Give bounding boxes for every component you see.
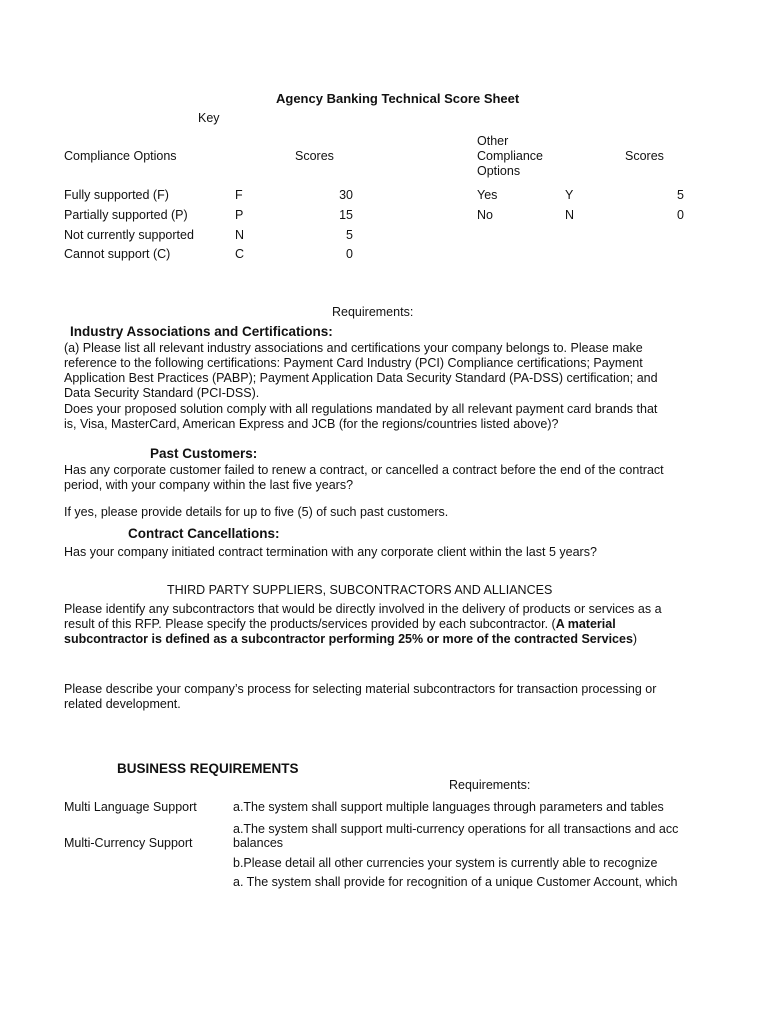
past-customers-text-line: period, with your company within the last five years?	[64, 478, 354, 492]
industry-text-line: reference to the following certifications: Payment Card Industry (PCI) Compliance certifications; Payment	[64, 356, 643, 370]
third-party-text-line	[64, 617, 616, 632]
business-row-text: a.The system shall support multiple languages through parameters and tables	[233, 800, 664, 814]
other-score: 0	[677, 208, 684, 222]
compliance-score: 5	[346, 228, 353, 242]
industry-text-line: Does your proposed solution comply with all regulations mandated by all relevant payment card brands that	[64, 402, 658, 416]
compliance-code: F	[235, 188, 243, 202]
third-party-text-part: )	[632, 632, 638, 646]
business-requirements-label: Requirements:	[449, 778, 531, 792]
compliance-option: Cannot support (C)	[64, 247, 171, 261]
other-option: Yes	[477, 188, 498, 202]
compliance-code: P	[235, 208, 244, 222]
compliance-code: C	[235, 247, 245, 261]
business-row-text: a.The system shall support multi-currency operations for all transactions and acc	[233, 822, 679, 836]
other-header-line: Other	[477, 134, 509, 148]
other-scores-header: Scores	[625, 149, 664, 163]
industry-text-line: (a) Please list all relevant industry associations and certifications your company belongs to. Please make	[64, 341, 643, 355]
compliance-options-header: Compliance Options	[64, 149, 177, 163]
industry-text-line: is, Visa, MasterCard, American Express and JCB (for the regions/countries listed above)?	[64, 417, 559, 431]
industry-text-line: Application Best Practices (PABP); Payment Application Data Security Standard (PA-DSS) certification; and	[64, 371, 658, 385]
past-customers-followup: If yes, please provide details for up to five (5) of such past customers.	[64, 505, 449, 519]
past-customers-heading: Past Customers:	[150, 446, 258, 461]
contract-cancellations-heading: Contract Cancellations:	[128, 526, 280, 541]
third-party-heading: THIRD PARTY SUPPLIERS, SUBCONTRACTORS AND ALLIANCES	[167, 583, 553, 597]
compliance-score: 15	[339, 208, 353, 222]
compliance-option: Partially supported (P)	[64, 208, 188, 222]
subcontractor-process-line: related development.	[64, 697, 181, 711]
third-party-text-line: Please identify any subcontractors that would be directly involved in the delivery of products or services as a	[64, 602, 662, 616]
compliance-option: Fully supported (F)	[64, 188, 169, 202]
other-code: Y	[565, 188, 574, 202]
business-row-text: a. The system shall provide for recognition of a unique Customer Account, which	[233, 875, 678, 889]
past-customers-text-line: Has any corporate customer failed to renew a contract, or cancelled a contract before the end of the contract	[64, 463, 664, 477]
compliance-code: N	[235, 228, 245, 242]
page-title: Agency Banking Technical Score Sheet	[276, 91, 520, 106]
industry-text-line: Data Security Standard (PCI-DSS).	[64, 386, 260, 400]
subcontractor-process-line: Please describe your company’s process for selecting material subcontractors for transaction processing or	[64, 682, 657, 696]
compliance-scores-header: Scores	[295, 149, 334, 163]
other-option: No	[477, 208, 493, 222]
third-party-text-line	[64, 632, 637, 647]
compliance-score: 0	[346, 247, 353, 261]
business-requirements-heading: BUSINESS REQUIREMENTS	[117, 761, 299, 776]
third-party-text-bold: subcontractor is defined as a subcontractor performing 25% or more of the contracted Services	[64, 632, 633, 646]
other-score: 5	[677, 188, 684, 202]
business-row-text: b.Please detail all other currencies your system is currently able to recognize	[233, 856, 658, 870]
compliance-option: Not currently supported	[64, 228, 194, 242]
third-party-text-bold: A material	[555, 617, 616, 631]
other-header-line: Compliance	[477, 149, 544, 163]
compliance-score: 30	[339, 188, 353, 202]
business-row-label: Multi Language Support	[64, 800, 197, 814]
contract-cancellations-question: Has your company initiated contract termination with any corporate client within the last 5 years?	[64, 545, 597, 559]
requirements-label: Requirements:	[332, 305, 414, 319]
business-row-label: Multi-Currency Support	[64, 836, 193, 850]
key-label: Key	[198, 111, 220, 125]
other-header-line: Options	[477, 164, 521, 178]
other-code: N	[565, 208, 575, 222]
industry-heading: Industry Associations and Certifications:	[70, 324, 333, 339]
business-row-text: balances	[233, 836, 284, 850]
third-party-text-part: result of this RFP. Please specify the products/services provided by each subcontractor. (	[64, 617, 556, 631]
